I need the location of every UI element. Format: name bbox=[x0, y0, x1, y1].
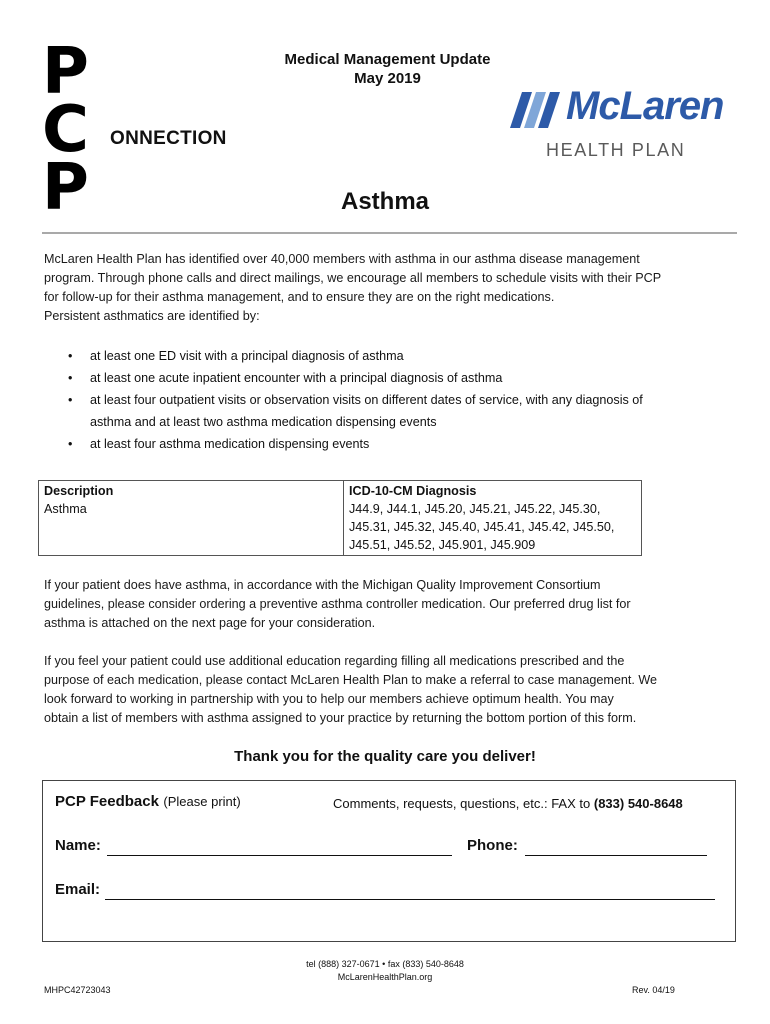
phone-field[interactable] bbox=[525, 839, 707, 856]
icd-codes-line: J45.31, J45.32, J45.40, J45.41, J45.42, J45.50, bbox=[349, 520, 615, 534]
controller-medication-paragraph bbox=[44, 576, 744, 633]
email-field[interactable] bbox=[105, 883, 715, 900]
paragraph-line: obtain a list of members with asthma assigned to your practice by returning the bottom portion of this form. bbox=[44, 711, 637, 725]
title-divider bbox=[42, 232, 737, 234]
list-item: • at least one acute inpatient encounter with a principal diagnosis of asthma bbox=[44, 367, 744, 389]
list-item: • at least four outpatient visits or observation visits on different dates of service, with any diagnosis of asthma and at least two asthma medication dispensing events bbox=[44, 389, 744, 433]
intro-line: for follow-up for their asthma management, and to ensure they are on the right medications. bbox=[44, 290, 555, 304]
fax-instructions: Comments, requests, questions, etc.: FAX to (833) 540-8648 bbox=[333, 796, 683, 811]
intro-line: Persistent asthmatics are identified by: bbox=[44, 309, 260, 323]
bullet-icon: • bbox=[68, 349, 73, 363]
fax-number: (833) 540-8648 bbox=[593, 796, 683, 811]
pcp-letter-p1: P bbox=[42, 35, 87, 109]
table-row bbox=[39, 481, 642, 556]
form-code: MHPC42723043 bbox=[44, 985, 111, 995]
description-value: Asthma bbox=[44, 502, 87, 516]
icd-codes-line: J44.9, J44.1, J45.20, J45.21, J45.22, J45.30, bbox=[349, 502, 601, 516]
pcp-feedback-form bbox=[42, 780, 736, 942]
education-paragraph bbox=[44, 652, 744, 728]
feedback-heading-note: (Please print) bbox=[163, 794, 241, 809]
update-title: Medical Management Update bbox=[284, 51, 491, 68]
connection-word: ONNECTION bbox=[110, 128, 227, 149]
mclaren-logo bbox=[508, 86, 738, 166]
paragraph-line: look forward to working in partnership with you to help our members achieve optimum health. You may bbox=[44, 692, 614, 706]
list-item: • at least four asthma medication dispensing events bbox=[44, 433, 744, 455]
paragraph-line: guidelines, please consider ordering a preventive asthma controller medication. Our preferred drug list for bbox=[44, 597, 631, 611]
update-date: May 2019 bbox=[354, 70, 421, 87]
mclaren-logo-icon bbox=[508, 88, 564, 130]
icd-codes-line: J45.51, J45.52, J45.901, J45.909 bbox=[349, 538, 536, 552]
email-label: Email: bbox=[55, 881, 101, 898]
icd-table bbox=[38, 480, 642, 556]
name-field[interactable] bbox=[107, 839, 452, 856]
page-title: Asthma bbox=[340, 188, 430, 215]
bullet-icon: • bbox=[68, 371, 73, 385]
intro-line: program. Through phone calls and direct mailings, we encourage all members to schedule visits with their PCP bbox=[44, 271, 662, 285]
bullet-icon: • bbox=[68, 437, 73, 451]
col-header-description: Description bbox=[44, 484, 114, 498]
paragraph-line: asthma is attached on the next page for your consideration. bbox=[44, 616, 376, 630]
pcp-letter-p2: P bbox=[42, 151, 87, 225]
thanks-message: Thank you for the quality care you deliver! bbox=[234, 748, 536, 765]
list-item: • at least one ED visit with a principal diagnosis of asthma bbox=[44, 345, 744, 367]
paragraph-line: If you feel your patient could use additional education regarding filling all medications prescribed and the bbox=[44, 654, 625, 668]
intro-line: McLaren Health Plan has identified over 40,000 members with asthma in our asthma disease management bbox=[44, 252, 640, 266]
logo-subtitle: HEALTH PLAN bbox=[546, 140, 686, 160]
col-header-icd: ICD-10-CM Diagnosis bbox=[349, 484, 477, 498]
footer-contact bbox=[0, 958, 770, 984]
revision-label: Rev. 04/19 bbox=[632, 985, 675, 995]
paragraph-line: If your patient does have asthma, in accordance with the Michigan Quality Improvement Consortium bbox=[44, 578, 601, 592]
bullet-icon: • bbox=[68, 393, 73, 407]
name-label: Name: bbox=[55, 837, 101, 854]
phone-label: Phone: bbox=[467, 837, 518, 854]
description-cell bbox=[39, 481, 344, 556]
contact-line: tel (888) 327-0671 • fax (833) 540-8648 bbox=[306, 959, 464, 969]
icd-cell bbox=[344, 481, 642, 556]
pcp-letter-c: C bbox=[42, 93, 87, 167]
intro-paragraph bbox=[44, 250, 744, 326]
website-link[interactable]: McLarenHealthPlan.org bbox=[337, 972, 433, 982]
feedback-heading-row bbox=[55, 793, 241, 811]
criteria-list bbox=[44, 345, 744, 455]
logo-name: McLaren bbox=[566, 84, 724, 128]
feedback-heading: PCP Feedback bbox=[55, 793, 159, 810]
paragraph-line: purpose of each medication, please contact McLaren Health Plan to make a referral to case management. We bbox=[44, 673, 657, 687]
newsletter-heading bbox=[255, 50, 520, 88]
